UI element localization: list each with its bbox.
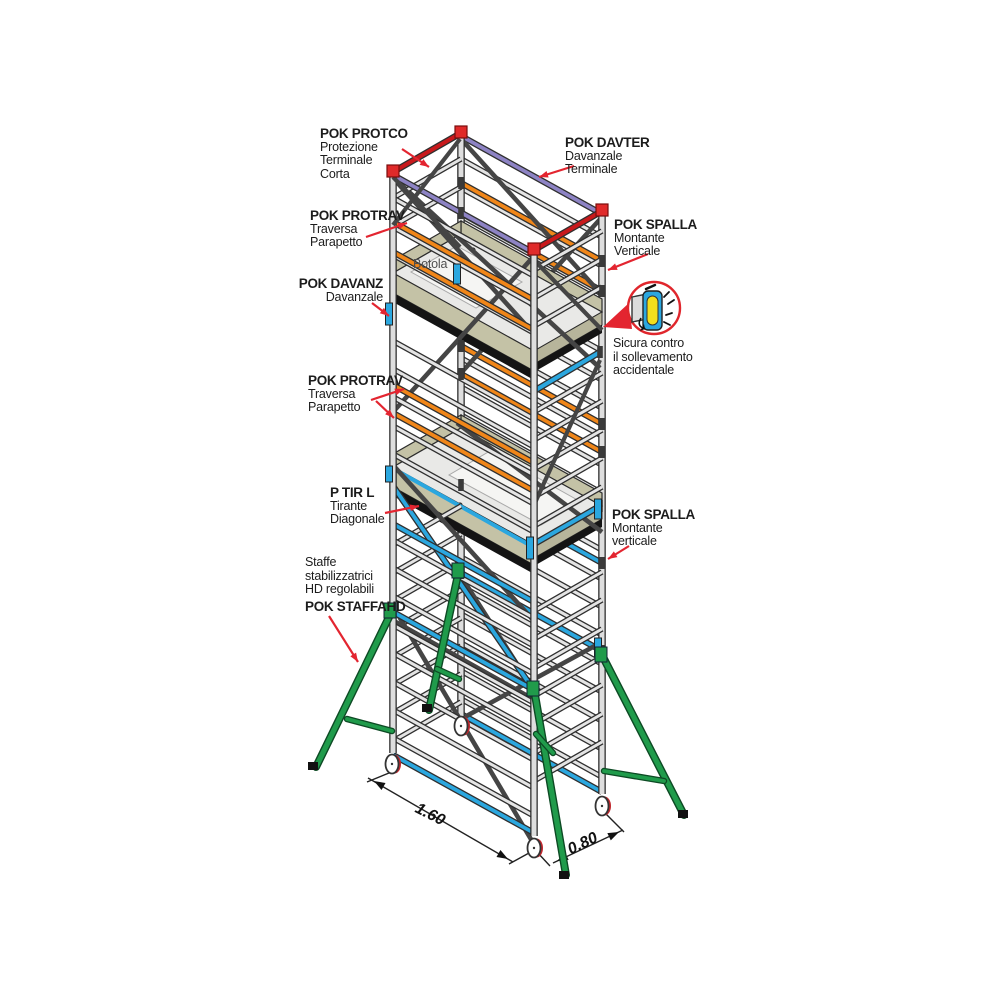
label-pok-davter: POK DAVTER Davanzale Terminale [565, 135, 650, 176]
label-pok-protco: POK PROTCO Protezione Terminale Corta [320, 126, 408, 181]
label-botola: Botola [413, 257, 448, 271]
label-pok-davanz: POK DAVANZ Davanzale [298, 276, 383, 304]
label-pok-spalla-upper: POK SPALLA Montante Verticale [614, 217, 698, 258]
label-pok-staffahd: Staffe stabilizzatrici HD regolabili POK STAFFAHD [305, 555, 406, 614]
part-code: POK DAVTER [565, 135, 650, 150]
part-code: POK SPALLA [614, 217, 698, 232]
part-code: P TIR L [330, 485, 375, 500]
stabilizer-back-right [595, 647, 688, 818]
label-pok-protrav-upper: POK PROTRAV Traversa Parapetto [310, 208, 405, 249]
label-pok-protrav-lower: POK PROTRAV Traversa Parapetto [308, 373, 403, 414]
part-code: POK SPALLA [612, 507, 696, 522]
lock-detail-bubble [603, 282, 680, 334]
lower-platform [393, 415, 602, 574]
label-sicura: Sicura contro il sollevamento accidentale [613, 336, 693, 377]
label-pok-spalla-lower: POK SPALLA Montante verticale [612, 507, 696, 548]
part-code: POK PROTRAV [310, 208, 405, 223]
dimension-depth: 0.80 [565, 829, 601, 859]
dimension-width: 1.60 [412, 800, 448, 830]
part-code: POK PROTRAV [308, 373, 403, 388]
stabilizer-front-left [308, 603, 396, 770]
part-code: POK DAVANZ [298, 276, 383, 291]
label-p-tir-l: P TIR L Tirante Diagonale [330, 485, 385, 526]
part-code: POK STAFFAHD [305, 598, 406, 614]
part-code: POK PROTCO [320, 126, 408, 141]
